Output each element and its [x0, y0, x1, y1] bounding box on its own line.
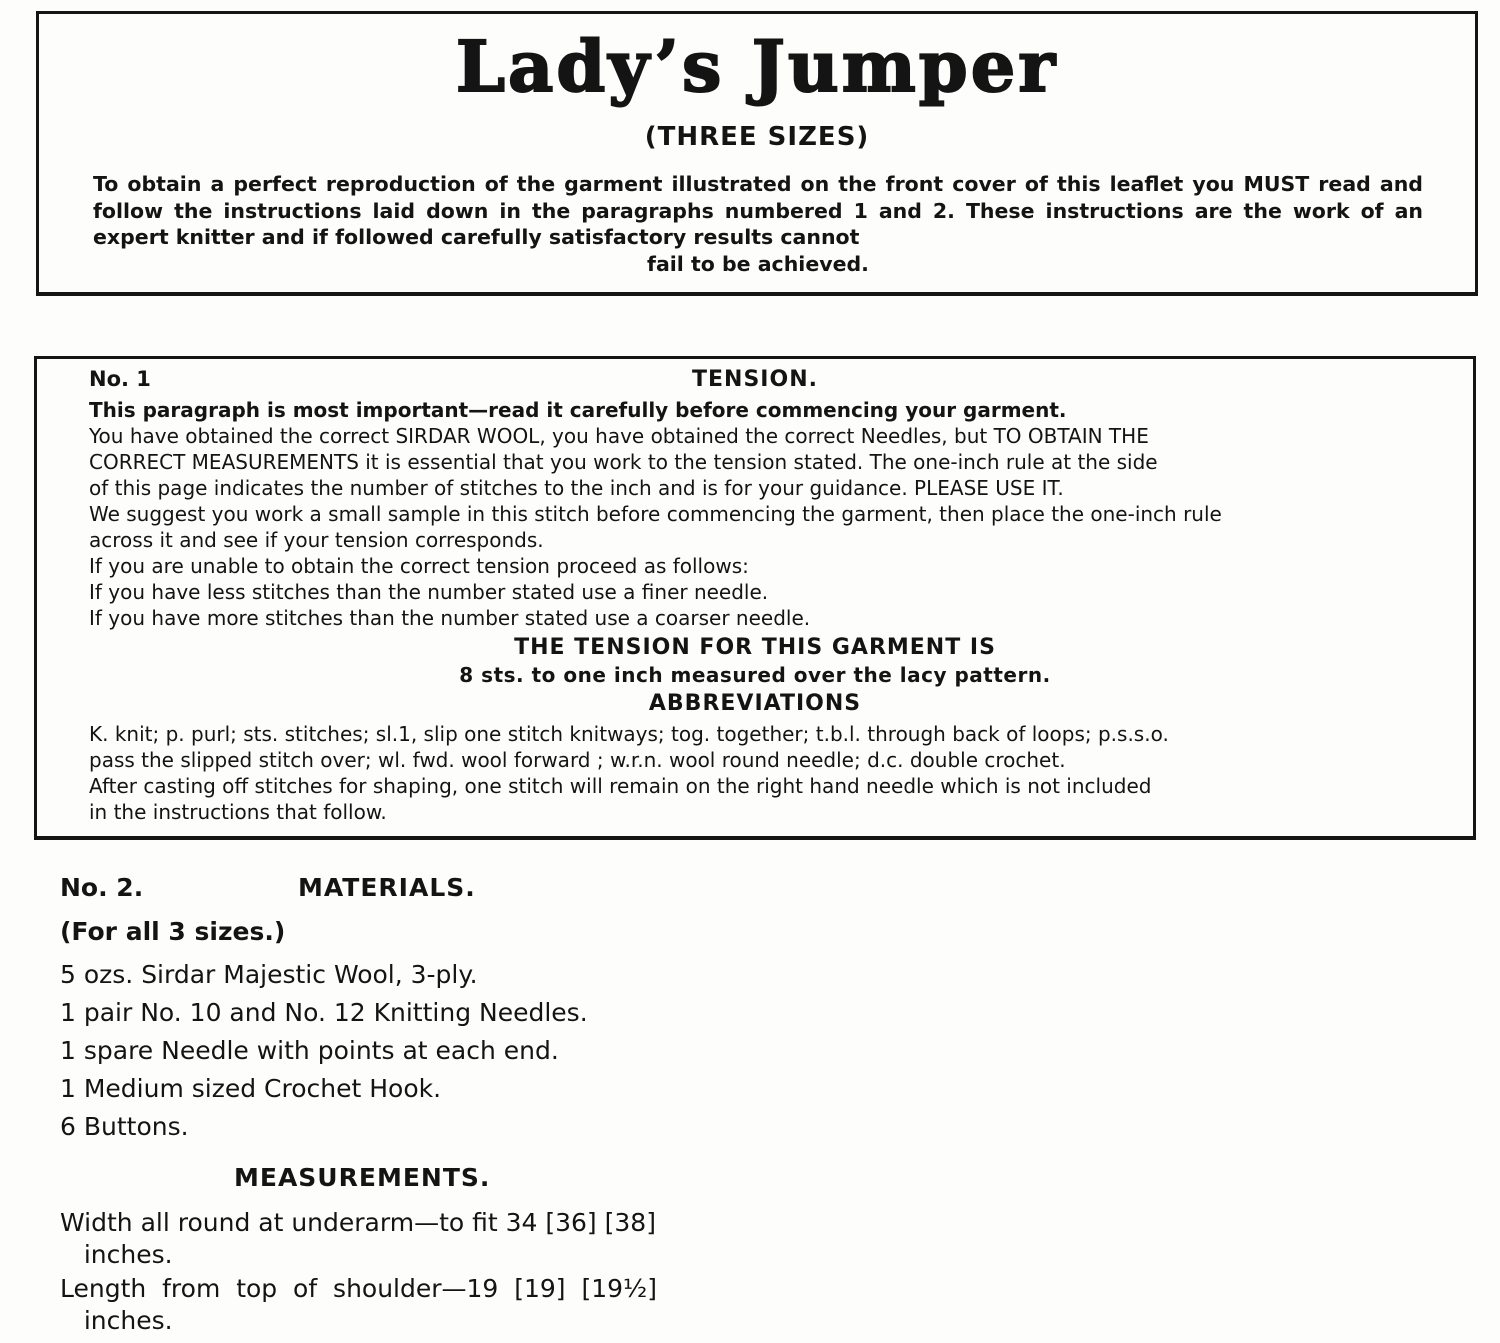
abbreviations-line: pass the slipped stitch over; wl. fwd. wool forward ; w.r.n. wool round needle; d.c. double crochet. — [89, 748, 1066, 772]
materials-number: No. 2. — [60, 873, 144, 902]
materials-item: 1 spare Needle with points at each end. — [60, 1036, 559, 1065]
intro-line: fail to be achieved. — [647, 251, 869, 276]
measurements-line: inches. — [60, 1306, 173, 1335]
materials-item: 5 ozs. Sirdar Majestic Wool, 3-ply. — [60, 960, 478, 989]
measurements-line: Length from top of shoulder—19 [19] [19½] — [60, 1274, 657, 1303]
tension-line: You have obtained the correct SIRDAR WOOL, you have obtained the correct Needles, but TO OBTAIN THE — [89, 424, 1149, 448]
measurements-heading: MEASUREMENTS. — [234, 1163, 491, 1192]
header-box — [36, 11, 1478, 296]
tension-number: No. 1 — [89, 367, 151, 391]
tension-line: We suggest you work a small sample in this stitch before commencing the garment, then place the one-inch rule — [89, 502, 1222, 526]
materials-item: 1 pair No. 10 and No. 12 Knitting Needles. — [60, 998, 588, 1027]
tension-box — [34, 356, 1476, 840]
garment-tension-value: 8 sts. to one inch measured over the lacy pattern. — [459, 663, 1051, 687]
garment-tension-heading: THE TENSION FOR THIS GARMENT IS — [514, 635, 996, 660]
measurements-line: inches. — [60, 1240, 173, 1269]
abbreviations-heading: ABBREVIATIONS — [648, 691, 862, 716]
intro-line: instructions are the work of an expert knitter and if followed carefully satisfactory results cannot — [93, 198, 1424, 249]
materials-item: 6 Buttons. — [60, 1112, 189, 1141]
tension-line: across it and see if your tension corresponds. — [89, 528, 544, 552]
intro-paragraph — [93, 171, 1423, 277]
tension-line: If you have more stitches than the number stated use a coarser needle. — [89, 606, 811, 630]
intro-line: To obtain a perfect reproduction of the garment illustrated on the front cover of this leaflet you — [93, 172, 1235, 196]
abbreviations-line: After casting off stitches for shaping, one stitch will remain on the right hand needle which is not included — [89, 774, 1152, 798]
intro-line: MUST read and follow the instructions laid down in the paragraphs numbered 1 and 2. These — [93, 172, 1423, 223]
tension-line: If you have less stitches than the number stated use a finer needle. — [89, 580, 769, 604]
materials-for-sizes: (For all 3 sizes.) — [60, 917, 286, 946]
materials-heading: MATERIALS. — [298, 873, 476, 902]
tension-heading: TENSION. — [692, 367, 818, 392]
tension-line: If you are unable to obtain the correct tension proceed as follows: — [89, 554, 749, 578]
page-title: Lady’s Jumper — [455, 25, 1059, 108]
measurements-line: Width all round at underarm—to fit 34 [36] [38] — [60, 1208, 656, 1237]
abbreviations-line: in the instructions that follow. — [89, 800, 387, 824]
tension-line: CORRECT MEASUREMENTS it is essential that you work to the tension stated. The one-inch rule at the side — [89, 450, 1158, 474]
abbreviations-line: K. knit; p. purl; sts. stitches; sl.1, slip one stitch knitways; tog. together; t.b.l. through back of loops; p.s.s.o. — [89, 722, 1169, 746]
tension-line: of this page indicates the number of stitches to the inch and is for your guidance. PLEASE USE IT. — [89, 476, 1064, 500]
materials-item: 1 Medium sized Crochet Hook. — [60, 1074, 442, 1103]
page-subtitle: (THREE SIZES) — [644, 122, 870, 152]
tension-line: This paragraph is most important—read it carefully before commencing your garment. — [89, 398, 1067, 422]
